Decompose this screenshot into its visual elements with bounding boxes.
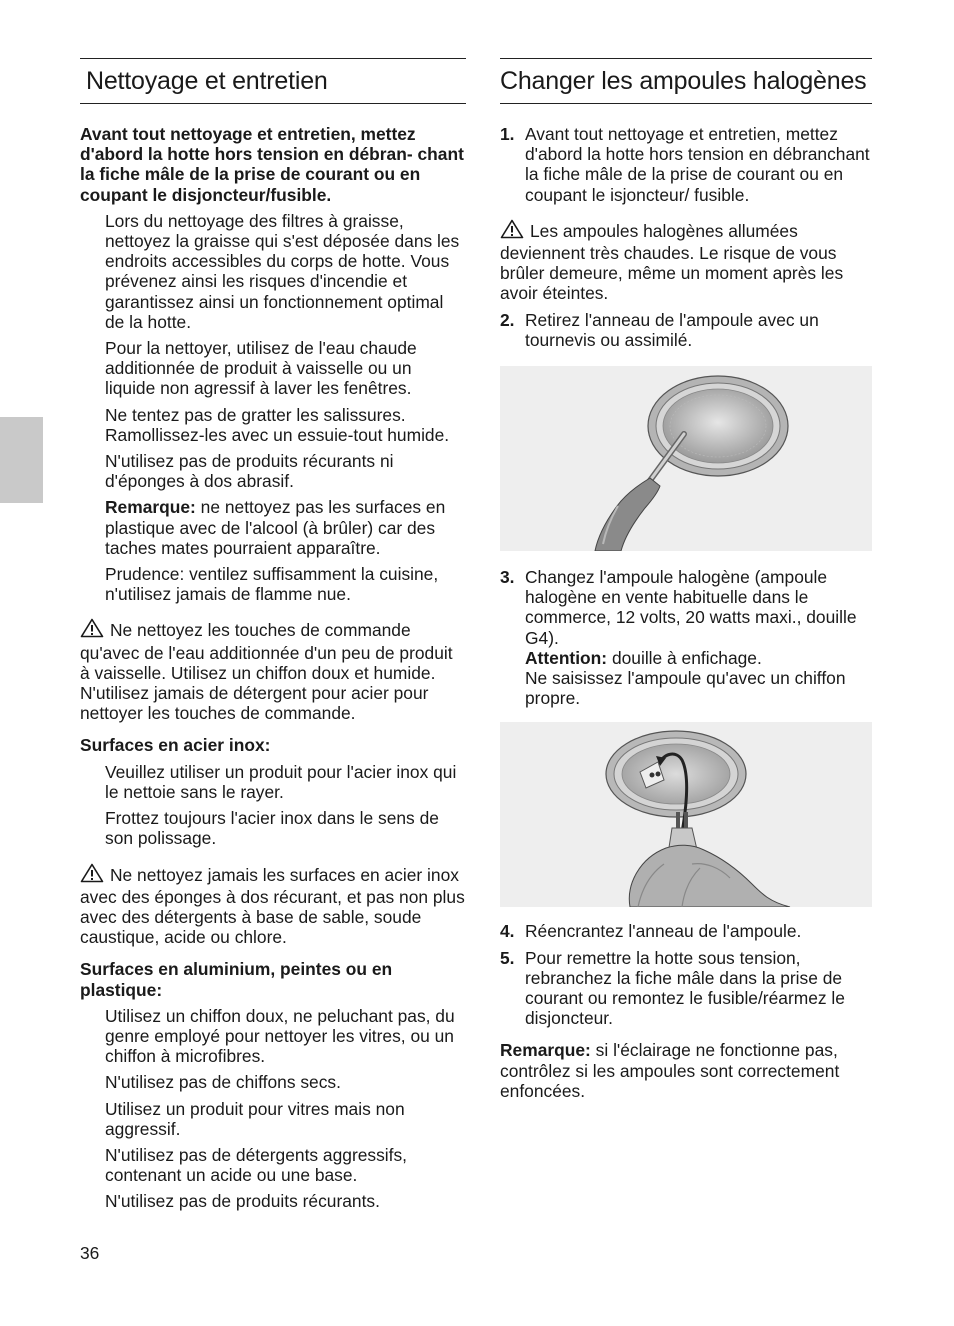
warning-triangle-icon bbox=[80, 618, 104, 642]
caution-label: Prudence bbox=[105, 564, 180, 585]
warning-hot-bulbs-text: Les ampoules halogènes allumées deviennent très chaudes. Le risque de vous brûler demeure, même un moment après les avoir éteintes. bbox=[500, 220, 844, 304]
warning-controls-paragraph bbox=[80, 618, 466, 723]
remark-text: ne nettoyez pas les surfaces en plastique avec de l'alcool (à brûler) car des taches mates pourraient apparaître. bbox=[105, 497, 446, 558]
paragraph: Lors du nettoyage des filtres à graisse, nettoyez la graisse qui s'est déposée dans les endroits accessibles du corps de hotte. Vous prévenez ainsi les risques d'incendie et garantissez ainsi un fonctionnement optimal de la hotte. bbox=[105, 210, 460, 332]
warning-inox-text: Ne nettoyez jamais les surfaces en acier inox avec des éponges à dos récurant, et pas non plus avec des détergents à base de sable, soude caustique, acide ou chlore. bbox=[80, 864, 465, 948]
remark-paragraph bbox=[80, 497, 466, 558]
alu-item: N'utilisez pas de chiffons secs. bbox=[105, 1072, 341, 1093]
section-tab-marker bbox=[0, 417, 43, 503]
warning-hot-bulbs-paragraph bbox=[500, 219, 872, 304]
alu-heading: Surfaces en aluminium, peintes ou en plastique: bbox=[80, 959, 393, 1000]
warning-controls-text: Ne nettoyez les touches de commande qu'avec de l'eau additionnée d'un peu de produit à vaisselle. Utilisez un chiffon doux et humide. bbox=[80, 620, 453, 683]
section-title-cleaning: Nettoyage et entretien bbox=[80, 58, 466, 104]
alu-item: Utilisez un produit pour vitres mais non aggressif. bbox=[105, 1098, 405, 1139]
illustration-screwdriver-ring bbox=[500, 366, 872, 551]
step-number: 1. bbox=[500, 124, 515, 144]
illustration-bulb-change bbox=[500, 722, 872, 907]
alu-item: N'utilisez pas de produits récurants. bbox=[105, 1191, 380, 1212]
caution-text: : ventilez suffisamment la cuisine, n'utilisez jamais de flamme nue. bbox=[105, 564, 439, 605]
step-text: Retirez l'anneau de l'ampoule avec un tournevis ou assimilé. bbox=[525, 309, 819, 350]
paragraph: Pour la nettoyer, utilisez de l'eau chaude additionnée de produit à vaisselle ou un liquide non agressif à laver les fenêtres. bbox=[105, 338, 417, 399]
paragraph: N'utilisez pas de produits récurants ni d'éponges à dos abrasif. bbox=[105, 451, 394, 492]
page-number: 36 bbox=[80, 1243, 100, 1263]
bulb-replacement-column bbox=[500, 58, 872, 1107]
attention-label: Attention: bbox=[525, 647, 608, 668]
inox-heading: Surfaces en acier inox: bbox=[80, 735, 271, 756]
step-extra-text: Ne saisissez l'ampoule qu'avec un chiffon propre. bbox=[525, 668, 846, 709]
remark-label: Remarque: bbox=[500, 1040, 591, 1061]
step-text: Changez l'ampoule halogène (ampoule halogène en vente habituelle dans le commerce, 12 volts, 20 watts maxi., douille G4). bbox=[525, 567, 857, 648]
inox-item: Veuillez utiliser un produit pour l'acier inox qui le nettoie sans le rayer. bbox=[105, 761, 457, 802]
intro-warning-text: Avant tout nettoyage et entretien, mettez d'abord la hotte hors tension en débran- chant la fiche mâle de la prise de courant ou en coupant le disjoncteur/fusible. bbox=[80, 124, 464, 205]
alu-item: N'utilisez pas de détergents aggressifs, contenant un acide ou une base. bbox=[105, 1144, 408, 1186]
remark-label: Remarque: bbox=[105, 497, 196, 518]
step-4 bbox=[500, 921, 872, 941]
step-text: Réencrantez l'anneau de l'ampoule. bbox=[525, 921, 802, 942]
step-1 bbox=[500, 124, 872, 205]
inox-item: Frottez toujours l'acier inox dans le sens de son polissage. bbox=[105, 808, 439, 849]
step-number: 5. bbox=[500, 947, 515, 968]
step-5 bbox=[500, 948, 872, 1029]
step-2 bbox=[500, 310, 872, 350]
remark-paragraph bbox=[500, 1040, 872, 1101]
step-number: 2. bbox=[500, 309, 515, 330]
section-title-bulbs: Changer les ampoules halogènes bbox=[500, 58, 872, 104]
warning-triangle-icon bbox=[80, 863, 104, 887]
remark-text: si l'éclairage ne fonctionne pas, contrôlez si les ampoules sont correctement enfoncées. bbox=[500, 1040, 840, 1101]
cleaning-column bbox=[80, 58, 466, 1218]
caution-paragraph bbox=[80, 564, 466, 604]
warning-triangle-icon bbox=[500, 219, 524, 243]
screwdriver-ring-drawing bbox=[500, 366, 872, 551]
bulb-change-drawing bbox=[500, 722, 872, 907]
step-text: Avant tout nettoyage et entretien, mettez d'abord la hotte hors tension en débranchant la fiche mâle de la prise de courant ou en coupant le isjoncteur/ fusible. bbox=[525, 124, 870, 205]
step-number: 3. bbox=[500, 567, 515, 588]
step-number: 4. bbox=[500, 921, 515, 942]
alu-item: Utilisez un chiffon doux, ne peluchant pas, du genre employé pour nettoyer les vitres, ou un chiffon à microfibres. bbox=[105, 1005, 455, 1067]
paragraph: Ne tentez pas de gratter les salissures. Ramollissez-les avec un essuie-tout humide. bbox=[105, 404, 450, 445]
attention-text: douille à enfichage. bbox=[607, 647, 762, 668]
warning-inox-paragraph bbox=[80, 863, 466, 948]
step-body bbox=[525, 567, 872, 708]
warning-controls-extra: N'utilisez jamais de détergent pour acier pour nettoyer les touches de commande. bbox=[80, 683, 429, 724]
step-text: Pour remettre la hotte sous tension, rebranchez la fiche mâle dans la prise de courant ou remontez le fusible/réarmez le disjoncteur. bbox=[525, 947, 845, 1029]
step-3 bbox=[500, 567, 872, 708]
